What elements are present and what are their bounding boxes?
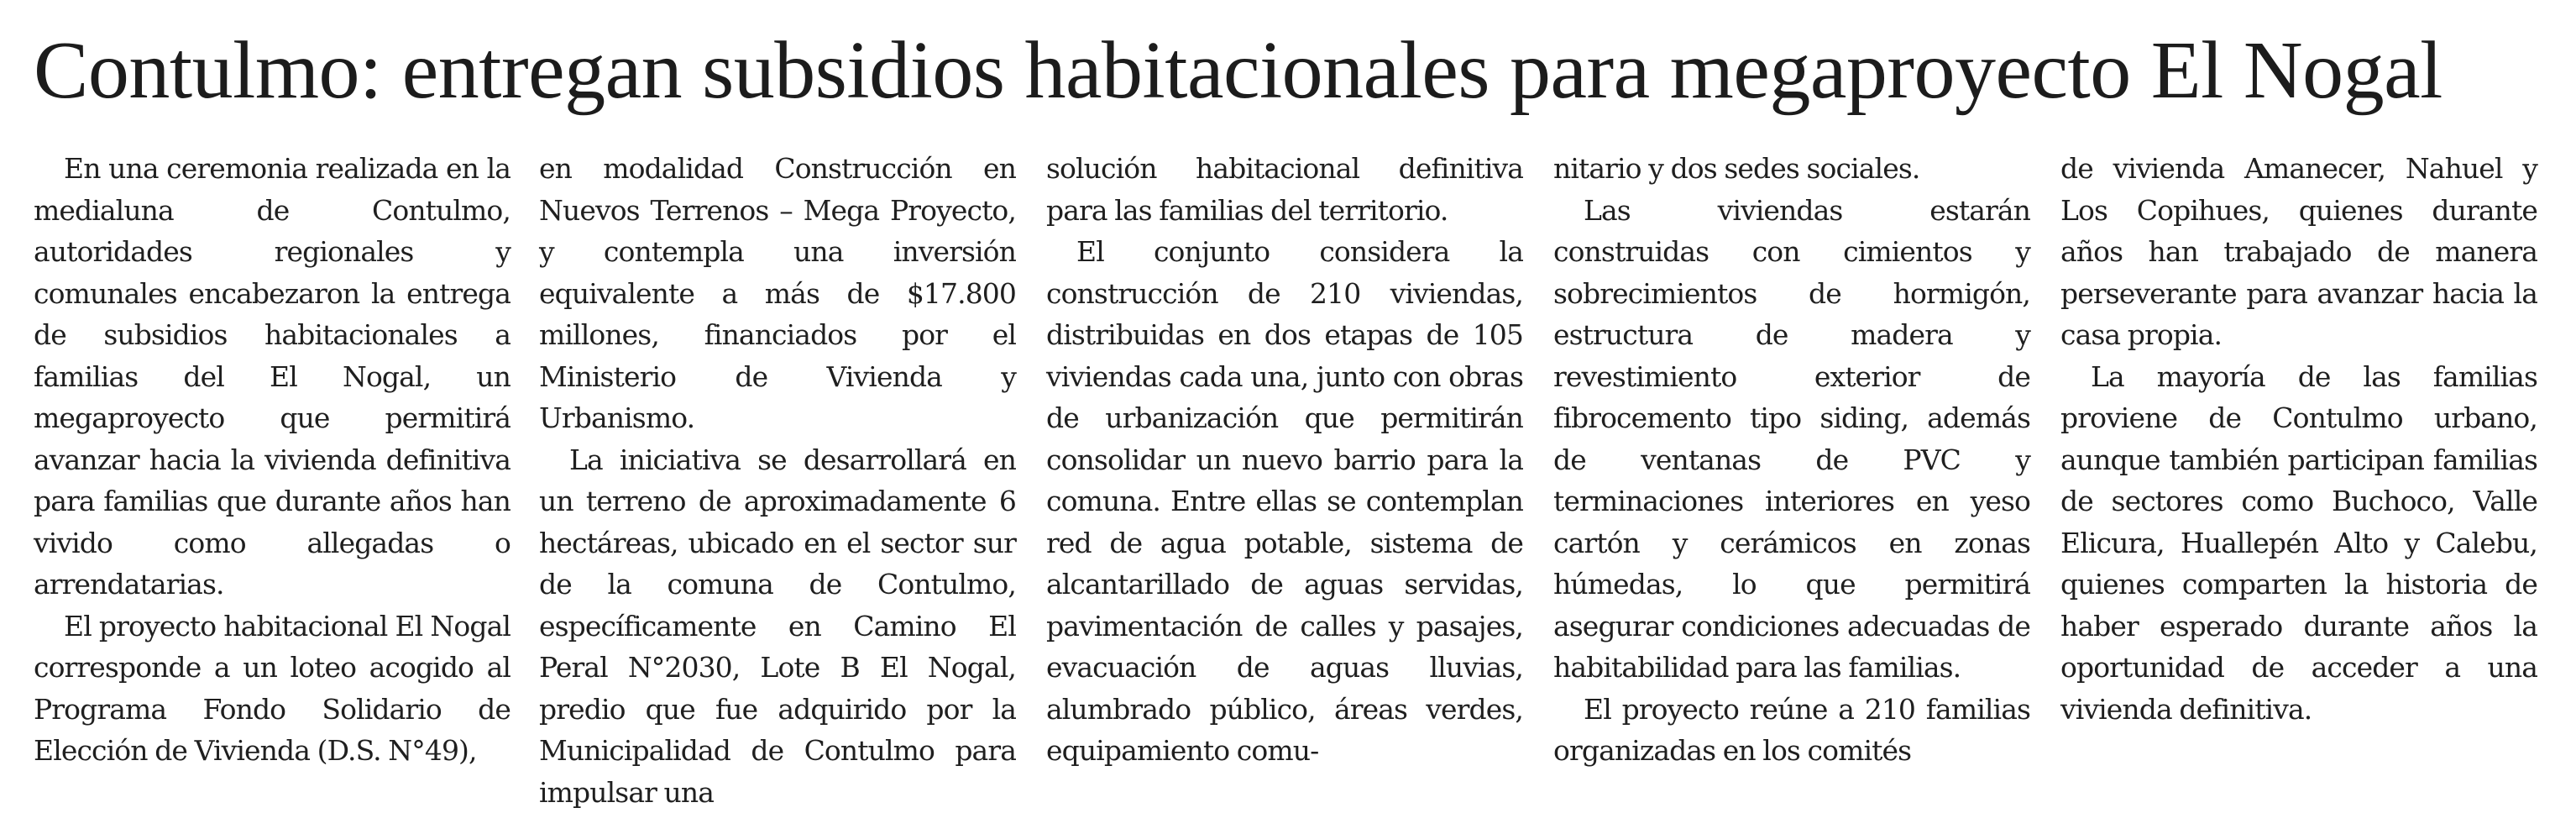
paragraph: La iniciativa se desarrollará en un terreno de aproximadamente 6 hectáreas, ubicado en el sector sur de la comuna de Contulmo, específicamente en Camino El Peral N°2030, Lote B El Nogal, predio que fue adquirido por la Municipalidad de Contulmo para impulsar una — [539, 439, 1016, 813]
article-column-4 — [1553, 148, 2030, 772]
paragraph: de vivienda Amanecer, Nahuel y Los Copihues, quienes durante años han trabajado de manera perseverante para avanzar hacia la casa propia. — [2060, 148, 2537, 356]
paragraph: nitario y dos sedes sociales. — [1553, 148, 2030, 190]
article-column-1 — [34, 148, 510, 772]
paragraph: en modalidad Construcción en Nuevos Terrenos – Mega Proyecto, y contempla una inversión equivalente a más de $17.800 millones, financiados por el Ministerio de Vivienda y Urbanismo. — [539, 148, 1016, 439]
article-column-2 — [539, 148, 1016, 813]
paragraph: El conjunto considera la construcción de 210 viviendas, distribuidas en dos etapas de 105 viviendas cada una, junto con obras de urbanización que permitirán consolidar un nuevo barrio para la comuna. Entre ellas se contemplan red de agua potable, sistema de alcantarillado de aguas servidas, pavimentación de calles y pasajes, evacuación de aguas lluvias, alumbrado público, áreas verdes, equipamiento comu- — [1046, 231, 1523, 772]
article-column-5 — [2060, 148, 2537, 730]
paragraph: El proyecto habitacional El Nogal corresponde a un loteo acogido al Programa Fondo Solidario de Elección de Vivienda (D.S. N°49), — [34, 606, 510, 772]
paragraph: El proyecto reúne a 210 familias organizadas en los comités — [1553, 689, 2030, 772]
paragraph: Las viviendas estarán construidas con cimientos y sobrecimientos de hormigón, estructura de madera y revestimiento exterior de fibrocemento tipo siding, además de ventanas de PVC y terminaciones interiores en yeso cartón y cerámicos en zonas húmedas, lo que permitirá asegurar condiciones adecuadas de habitabilidad para las familias. — [1553, 190, 2030, 689]
paragraph: En una ceremonia realizada en la medialuna de Contulmo, autoridades regionales y comunales encabezaron la entrega de subsidios habitacionales a familias del El Nogal, un megaproyecto que permitirá avanzar hacia la vivienda definitiva para familias que durante años han vivido como allegadas o arrendatarias. — [34, 148, 510, 606]
paragraph: solución habitacional definitiva para las familias del territorio. — [1046, 148, 1523, 231]
article-column-3 — [1046, 148, 1523, 772]
paragraph: La mayoría de las familias proviene de Contulmo urbano, aunque también participan familias de sectores como Buchoco, Valle Elicura, Huallepén Alto y Calebu, quienes comparten la historia de haber esperado durante años la oportunidad de acceder a una vivienda definitiva. — [2060, 356, 2537, 731]
article-headline: Contulmo: entregan subsidios habitacionales para megaproyecto El Nogal — [34, 20, 2544, 121]
